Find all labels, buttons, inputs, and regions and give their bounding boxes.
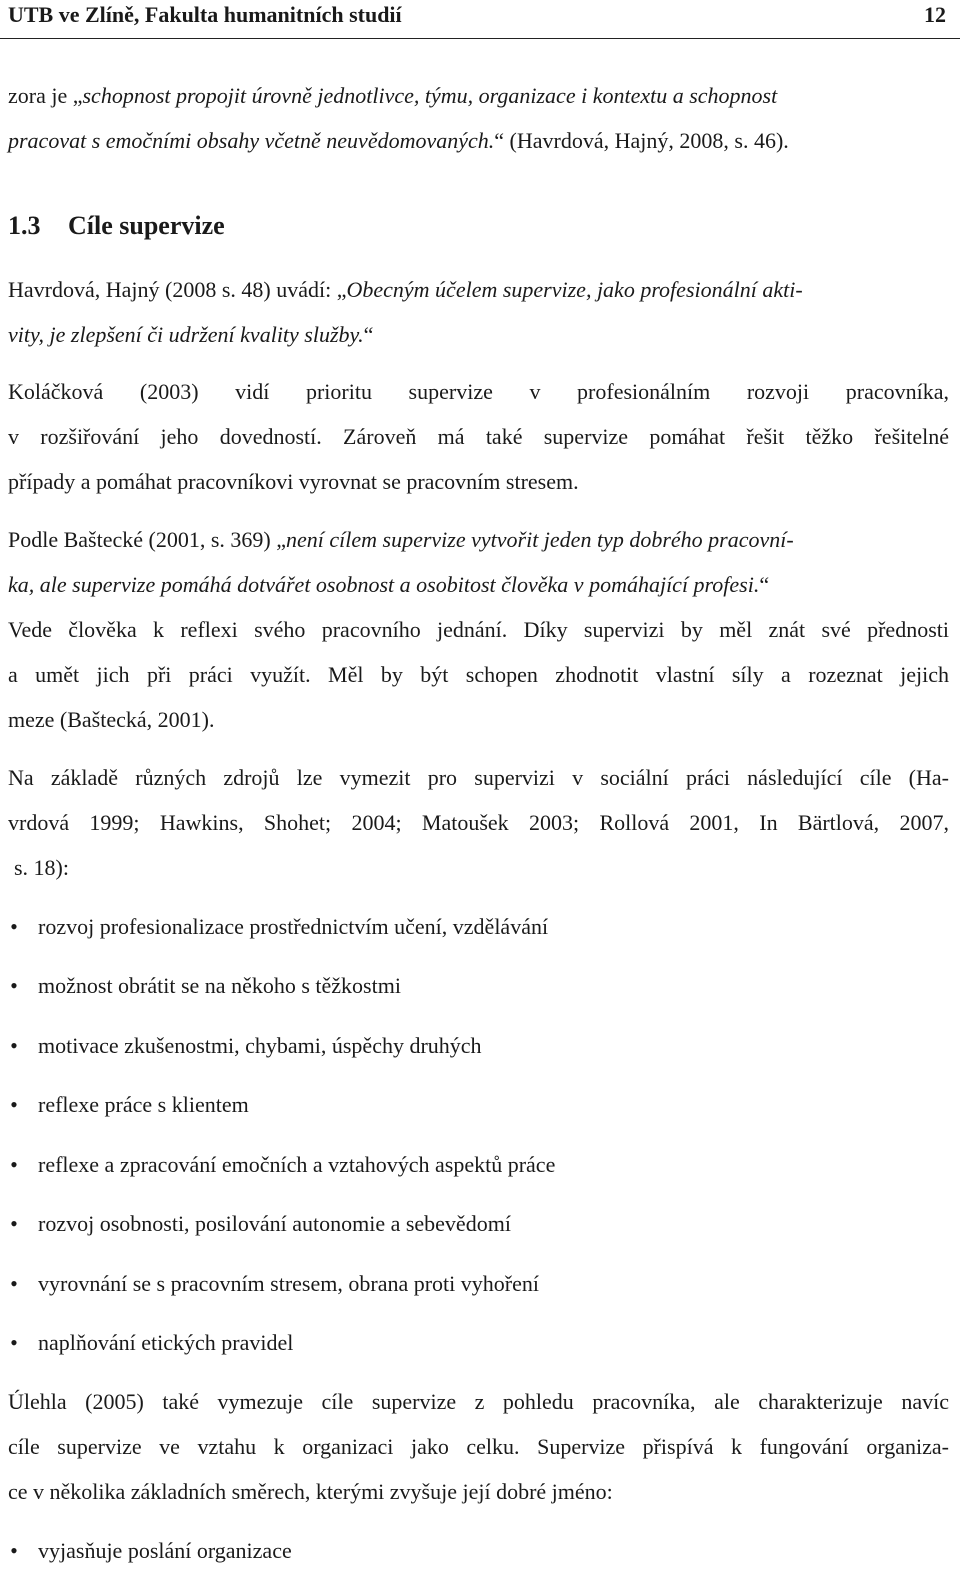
paragraph-line xyxy=(8,571,769,599)
text-span: zora je „ xyxy=(8,83,83,108)
header-title: UTB ve Zlíně, Fakulta humanitních studií xyxy=(8,2,402,27)
paragraph-line: případy a pomáhat pracovníkovi vyrovnat se pracovním stresem. xyxy=(8,469,579,494)
quote-text: ka, ale supervize pomáhá dotvářet osobnost a osobitost člověka v pomáhající profesi. xyxy=(8,572,760,597)
paragraph-line: Koláčková (2003) vidí prioritu supervize v profesionálním rozvoji pracovníka, xyxy=(8,379,949,404)
paragraph-line xyxy=(8,321,373,349)
paragraph-line: v rozšiřování jeho dovedností. Zároveň má také supervize pomáhat řešit těžko řešitelné xyxy=(8,424,949,449)
list-item-text: naplňování etických pravidel xyxy=(38,1330,294,1355)
bullet-icon: • xyxy=(10,1092,18,1117)
paragraph-line: Na základě různých zdrojů lze vymezit pro supervizi v sociální práci následující cíle (Ha- xyxy=(8,765,949,790)
paragraph-line: meze (Baštecká, 2001). xyxy=(8,707,215,732)
paragraph-line: vrdová 1999; Hawkins, Shohet; 2004; Matoušek 2003; Rollová 2001, In Bärtlová, 2007, xyxy=(8,810,949,835)
list-item-text: reflexe práce s klientem xyxy=(38,1092,249,1117)
quote-text: Obecným účelem supervize, jako profesionální akti- xyxy=(346,277,803,302)
bullet-icon: • xyxy=(10,914,18,939)
bullet-icon: • xyxy=(10,1538,18,1563)
bullet-icon: • xyxy=(10,1330,18,1355)
quote-text: vity, je zlepšení či udržení kvality služby. xyxy=(8,322,364,347)
section-heading xyxy=(8,211,225,241)
page-number: 12 xyxy=(924,2,946,27)
quote-text: schopnost propojit úrovně jednotlivce, týmu, organizace i kontextu a schopnost xyxy=(82,83,778,108)
paragraph-line: ce v několika základních směrech, kterými zvyšuje její dobré jméno: xyxy=(8,1479,613,1504)
text-span: Podle Baštecké (2001, s. 369) „ xyxy=(8,527,286,552)
list-item-text: rozvoj profesionalizace prostřednictvím učení, vzdělávání xyxy=(38,914,549,939)
bullet-icon: • xyxy=(10,1152,18,1177)
text-span: “ xyxy=(759,572,770,597)
page-header xyxy=(0,0,960,39)
text-span: Havrdová, Hajný (2008 s. 48) uvádí: „ xyxy=(8,277,347,302)
list-item-text: možnost obrátit se na někoho s těžkostmi xyxy=(38,973,401,998)
paragraph-line: Úlehla (2005) také vymezuje cíle supervize z pohledu pracovníka, ale charakterizuje navíc xyxy=(8,1389,949,1414)
citation: “ (Havrdová, Hajný, 2008, s. 46). xyxy=(494,128,789,153)
quote-text: není cílem supervize vytvořit jeden typ dobrého pracovní- xyxy=(286,527,794,552)
paragraph-line xyxy=(8,276,803,304)
list-item-text: reflexe a zpracování emočních a vztahových aspektů práce xyxy=(38,1152,556,1177)
section-number: 1.3 xyxy=(8,211,41,240)
quote-text: pracovat s emočními obsahy včetně neuvědomovaných. xyxy=(8,128,495,153)
paragraph-line xyxy=(8,82,777,110)
bullet-icon: • xyxy=(10,1211,18,1236)
list-item-text: motivace zkušenostmi, chybami, úspěchy druhých xyxy=(38,1033,482,1058)
section-title: Cíle supervize xyxy=(68,211,225,240)
bullet-icon: • xyxy=(10,1271,18,1296)
paragraph-line: s. 18): xyxy=(14,855,69,880)
list-item-text: vyjasňuje poslání organizace xyxy=(38,1538,292,1563)
paragraph-line: a umět jich při práci využít. Měl by být schopen zhodnotit vlastní síly a rozeznat jejich xyxy=(8,662,949,687)
paragraph-line xyxy=(8,127,789,155)
paragraph-line: Vede člověka k reflexi svého pracovního jednání. Díky supervizi by měl znát své přednosti xyxy=(8,617,949,642)
bullet-icon: • xyxy=(10,973,18,998)
list-item-text: rozvoj osobnosti, posilování autonomie a sebevědomí xyxy=(38,1211,511,1236)
list-item-text: vyrovnání se s pracovním stresem, obrana proti vyhoření xyxy=(38,1271,539,1296)
paragraph-line xyxy=(8,526,794,554)
bullet-icon: • xyxy=(10,1033,18,1058)
paragraph-line: cíle supervize ve vztahu k organizaci jako celku. Supervize přispívá k fungování organiza- xyxy=(8,1434,949,1459)
text-span: “ xyxy=(363,322,374,347)
